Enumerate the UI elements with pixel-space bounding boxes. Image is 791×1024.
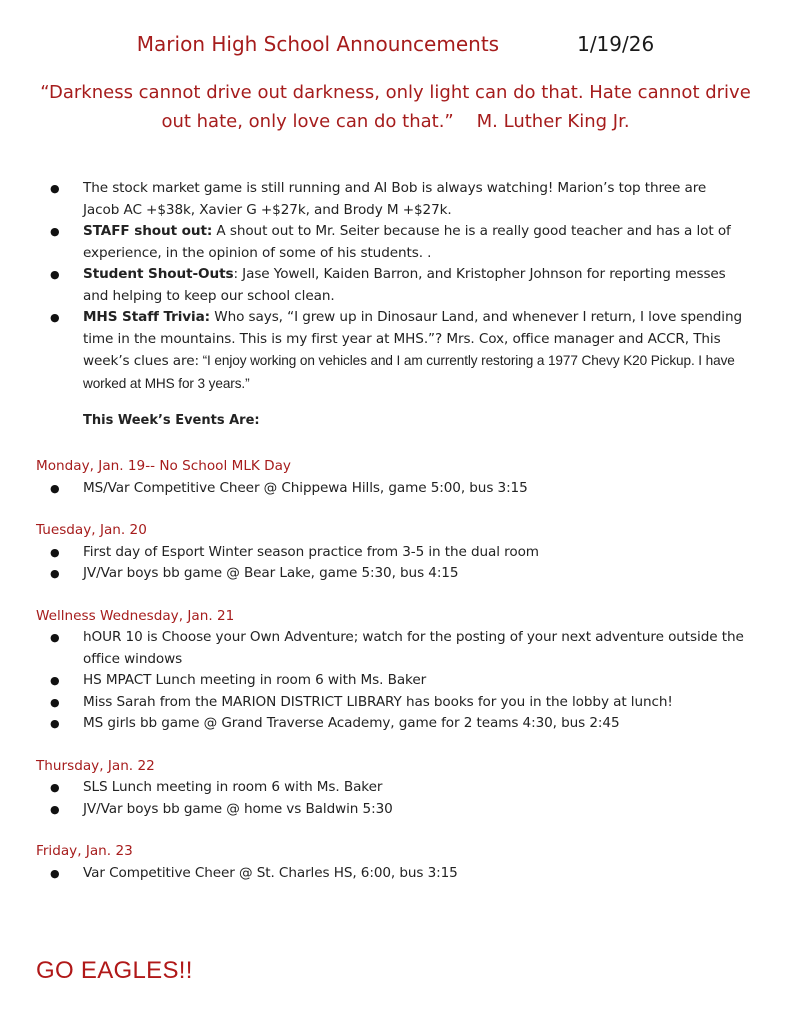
announcement-item — [36, 307, 746, 395]
quote-text: “Darkness cannot drive out darkness, only light can do that. Hate cannot drive out hate, only love can do that.” — [40, 82, 751, 132]
event-list — [36, 863, 746, 885]
event-list — [36, 777, 746, 820]
event-item: ● First day of Esport Winter season practice from 3-5 in the dual room — [36, 542, 746, 564]
event-item: ● MS girls bb game @ Grand Traverse Academy, game for 2 teams 4:30, bus 2:45 — [36, 713, 746, 735]
event-item: ● JV/Var boys bb game @ Bear Lake, game 5:30, bus 4:15 — [36, 563, 746, 585]
event-list — [36, 627, 746, 735]
day-group — [36, 841, 746, 884]
day-heading: Friday, Jan. 23 — [36, 843, 133, 859]
announcement-text: A shout out to Mr. Seiter because he is a really good teacher and has a lot of experience, in the opinion of some of his students. . — [83, 223, 731, 261]
announcement-text: Who says, “I grew up in Dinosaur Land, and whenever I return, I love spending time in the mountains. This is my first year at MHS.”? Mrs. Cox, office manager and ACCR, This week’s clues are: — [83, 309, 743, 369]
announcement-item — [36, 221, 746, 264]
event-item: ● HS MPACT Lunch meeting in room 6 with Ms. Baker — [36, 670, 746, 692]
event-item: ● MS/Var Competitive Cheer @ Chippewa Hills, game 5:00, bus 3:15 — [36, 478, 746, 500]
day-group — [36, 520, 746, 585]
day-heading: Tuesday, Jan. 20 — [36, 522, 147, 538]
announcement-text: The stock market game is still running and AI Bob is always watching! Marion’s top three are Jacob AC +$38k, Xavier G +$27k, and Brody M +$27k. — [83, 180, 707, 218]
day-group — [36, 456, 746, 499]
event-list — [36, 478, 746, 500]
event-item: ● JV/Var boys bb game @ home vs Baldwin 5:30 — [36, 799, 746, 821]
events-heading: This Week’s Events Are: — [83, 413, 260, 428]
page-title — [0, 32, 791, 56]
date: 1/19/26 — [577, 32, 655, 56]
announcements-list — [36, 178, 746, 395]
announcement-item — [36, 264, 746, 307]
event-item: ● Var Competitive Cheer @ St. Charles HS, 6:00, bus 3:15 — [36, 863, 746, 885]
footer-slogan: GO EAGLES!! — [36, 957, 193, 984]
quote-author: M. Luther King Jr. — [476, 111, 630, 132]
events-section — [36, 456, 746, 905]
day-group — [36, 606, 746, 735]
day-heading: Thursday, Jan. 22 — [36, 757, 155, 774]
quote — [30, 78, 761, 136]
announcement-text-clue: “I enjoy working on vehicles and I am currently restoring a 1977 Chevy K20 Pickup. I have worked at MHS for 3 years.” — [83, 353, 735, 391]
title-text: Marion High School Announcements — [136, 32, 500, 56]
announcement-item — [36, 178, 746, 221]
event-item: ● hOUR 10 is Choose your Own Adventure; watch for the posting of your next adventure outside the office windows — [36, 627, 746, 670]
event-item: ● SLS Lunch meeting in room 6 with Ms. Baker — [36, 777, 746, 799]
event-list — [36, 542, 746, 585]
announcement-text: : Jase Yowell, Kaiden Barron, and Kristopher Johnson for reporting messes and helping to keep our school clean. — [83, 266, 726, 304]
day-heading: Monday, Jan. 19-- No School MLK Day — [36, 458, 291, 474]
event-item: ● Miss Sarah from the MARION DISTRICT LIBRARY has books for you in the lobby at lunch! — [36, 692, 746, 714]
announcement-label: Student Shout-Outs — [83, 266, 234, 282]
day-group — [36, 756, 746, 821]
announcement-label: MHS Staff Trivia: — [83, 309, 211, 325]
day-heading: Wellness Wednesday, Jan. 21 — [36, 607, 235, 624]
announcement-label: STAFF shout out: — [83, 223, 213, 239]
